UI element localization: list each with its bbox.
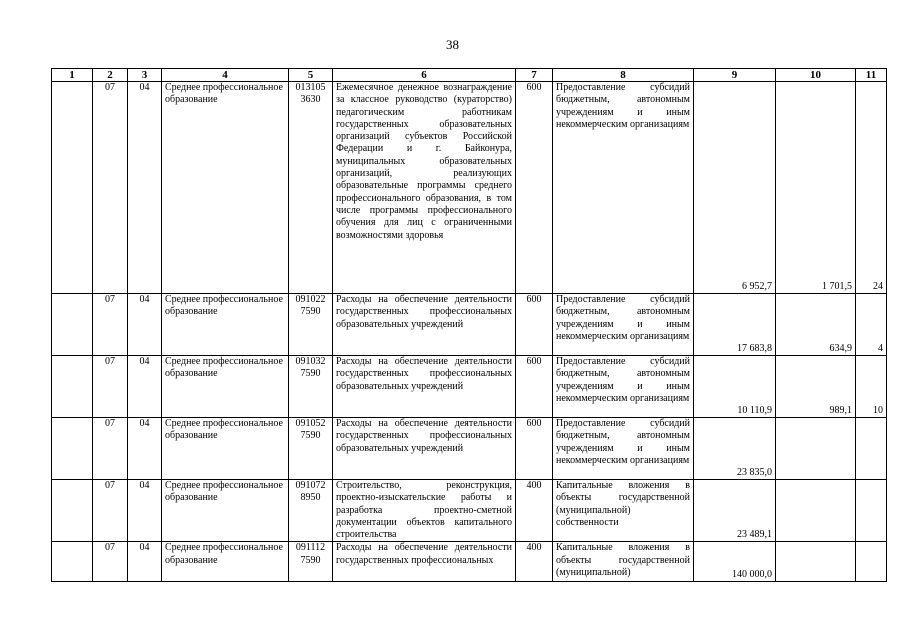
col-header: 3 — [128, 69, 162, 82]
cell-expense-type: Предоставление субсидий бюджетным, автономным учреждениям и иным некоммерческим организациям — [553, 356, 694, 418]
cell-subsection: 04 — [128, 82, 162, 294]
col-header: 8 — [553, 69, 694, 82]
table-row — [52, 82, 887, 294]
cell-amount-2 — [776, 480, 856, 542]
cell-subsection: 04 — [128, 480, 162, 542]
cell-description: Ежемесячное денежное вознаграждение за классное руководство (кураторство) педагогическим работникам государственных образовательных организаций субъектов Российской Федерации и г. Байконура, муниципальных образовательных организаций, реализующих образовательные программы среднего профессионального образования, в том числе программы профессионального обучения для лиц с ограниченными возможностями здоровья — [333, 82, 516, 294]
cell-name: Среднее профессиональное образование — [162, 542, 289, 582]
cell-expense-code: 600 — [516, 356, 553, 418]
cell-expense-code: 400 — [516, 542, 553, 582]
cell-col11: 4 — [856, 294, 887, 356]
col-header: 7 — [516, 69, 553, 82]
cell-amount: 23 835,0 — [694, 418, 776, 480]
cell-target-code — [289, 542, 333, 582]
cell-col11: 24 — [856, 82, 887, 294]
cell-amount-2 — [776, 418, 856, 480]
code-part: 7590 — [300, 306, 321, 318]
cell-name: Среднее профессиональное образование — [162, 480, 289, 542]
col-header: 5 — [289, 69, 333, 82]
cell-amount: 10 110,9 — [694, 356, 776, 418]
cell-subsection: 04 — [128, 542, 162, 582]
cell-section: 07 — [93, 480, 128, 542]
cell-target-code — [289, 418, 333, 480]
cell-c1 — [52, 418, 93, 480]
cell-description: Расходы на обеспечение деятельности государственных профессиональных образовательных учреждений — [333, 418, 516, 480]
cell-amount: 6 952,7 — [694, 82, 776, 294]
cell-name: Среднее профессиональное образование — [162, 82, 289, 294]
cell-section: 07 — [93, 294, 128, 356]
code-part: 091032 — [295, 356, 326, 367]
col-header: 1 — [52, 69, 93, 82]
cell-description: Расходы на обеспечение деятельности государственных профессиональных образовательных учреждений — [333, 294, 516, 356]
cell-expense-type: Капитальные вложения в объекты государственной (муниципальной) собственности — [553, 480, 694, 542]
cell-description: Расходы на обеспечение деятельности государственных профессиональных — [333, 542, 516, 582]
cell-amount-2: 634,9 — [776, 294, 856, 356]
cell-subsection: 04 — [128, 294, 162, 356]
cell-expense-code: 400 — [516, 480, 553, 542]
code-part: 091112 — [295, 542, 326, 554]
cell-c1 — [52, 480, 93, 542]
cell-col11: 10 — [856, 356, 887, 418]
cell-target-code — [289, 356, 333, 418]
cell-expense-code: 600 — [516, 418, 553, 480]
cell-section: 07 — [93, 356, 128, 418]
cell-expense-type: Предоставление субсидий бюджетным, автономным учреждениям и иным некоммерческим организациям — [553, 294, 694, 356]
cell-section: 07 — [93, 418, 128, 480]
code-part: 013105 — [295, 82, 326, 93]
code-part: 7590 — [300, 554, 321, 566]
cell-amount-2 — [776, 542, 856, 582]
cell-section: 07 — [93, 542, 128, 582]
cell-col11 — [856, 480, 887, 542]
cell-expense-code: 600 — [516, 82, 553, 294]
cell-section: 07 — [93, 82, 128, 294]
cell-expense-type: Капитальные вложения в объекты государственной (муниципальной) — [553, 542, 694, 582]
cell-amount: 140 000,0 — [694, 542, 776, 582]
col-header: 10 — [776, 69, 856, 82]
table-row — [52, 480, 887, 542]
col-header: 9 — [694, 69, 776, 82]
budget-table — [51, 68, 887, 582]
table-row — [52, 542, 887, 582]
cell-target-code — [289, 294, 333, 356]
code-part: 7590 — [300, 430, 321, 442]
code-part: 091022 — [295, 294, 326, 305]
cell-col11 — [856, 542, 887, 582]
table-row — [52, 294, 887, 356]
cell-expense-code: 600 — [516, 294, 553, 356]
table-row — [52, 356, 887, 418]
col-header: 2 — [93, 69, 128, 82]
col-header: 11 — [856, 69, 887, 82]
cell-name: Среднее профессиональное образование — [162, 356, 289, 418]
cell-subsection: 04 — [128, 418, 162, 480]
cell-expense-type: Предоставление субсидий бюджетным, автономным учреждениям и иным некоммерческим организациям — [553, 82, 694, 294]
header-row — [52, 69, 887, 82]
cell-c1 — [52, 294, 93, 356]
col-header: 4 — [162, 69, 289, 82]
code-part: 3630 — [300, 94, 321, 106]
code-part: 7590 — [300, 368, 321, 380]
col-header: 6 — [333, 69, 516, 82]
code-part: 091072 — [295, 480, 326, 491]
cell-amount-2: 1 701,5 — [776, 82, 856, 294]
table-row — [52, 418, 887, 480]
cell-amount: 23 489,1 — [694, 480, 776, 542]
cell-c1 — [52, 542, 93, 582]
cell-c1 — [52, 82, 93, 294]
code-part: 091052 — [295, 418, 326, 429]
cell-col11 — [856, 418, 887, 480]
cell-c1 — [52, 356, 93, 418]
cell-name: Среднее профессиональное образование — [162, 418, 289, 480]
cell-name: Среднее профессиональное образование — [162, 294, 289, 356]
cell-amount: 17 683,8 — [694, 294, 776, 356]
cell-description: Строительство, реконструкция, проектно-изыскательские работы и разработка проектно-сметной документации объектов капитального строительства — [333, 480, 516, 542]
cell-expense-type: Предоставление субсидий бюджетным, автономным учреждениям и иным некоммерческим организациям — [553, 418, 694, 480]
page-number: 38 — [446, 37, 459, 52]
code-part: 8950 — [300, 492, 321, 504]
cell-amount-2: 989,1 — [776, 356, 856, 418]
cell-subsection: 04 — [128, 356, 162, 418]
cell-target-code — [289, 82, 333, 294]
cell-target-code — [289, 480, 333, 542]
cell-description: Расходы на обеспечение деятельности государственных профессиональных образовательных учреждений — [333, 356, 516, 418]
